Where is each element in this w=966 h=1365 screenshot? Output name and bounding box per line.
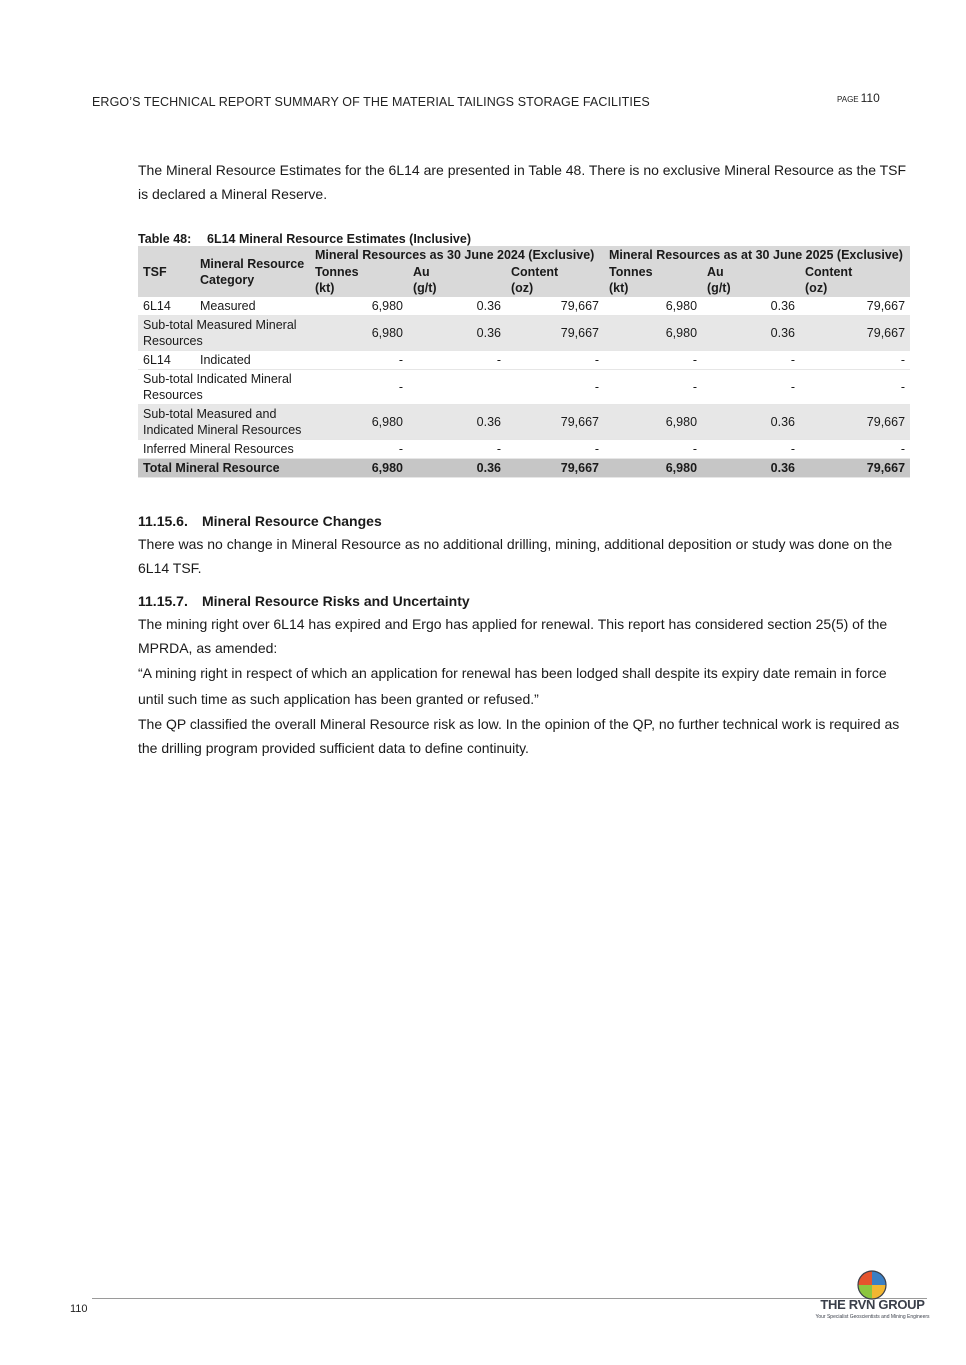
- cell-tonnes-2024: 6,980: [310, 316, 408, 351]
- cell-au-2025: -: [702, 370, 800, 405]
- cell-au-2025: -: [702, 440, 800, 459]
- cell-content-2025: 79,667: [800, 459, 910, 478]
- cell-tonnes-2024: 6,980: [310, 405, 408, 440]
- cell-au-2025: 0.36: [702, 316, 800, 351]
- logo-name: THE RVN GROUP: [820, 1297, 925, 1312]
- mprda-quote: “A mining right in respect of which an application for renewal has been lodged shall despite its expiry date remain in force until such time as such application has been granted or refused.”: [138, 665, 887, 707]
- cell-content-2025: 79,667: [800, 316, 910, 351]
- section-title: Mineral Resource Risks and Uncertainty: [202, 593, 470, 609]
- footer-divider: [92, 1298, 927, 1299]
- cell-tonnes-2025: 6,980: [604, 459, 702, 478]
- table-row: [138, 351, 910, 370]
- page-content: [138, 158, 910, 760]
- cell-tonnes-2025: -: [604, 370, 702, 405]
- cell-au-2024: 0.36: [408, 316, 506, 351]
- table-row: [138, 405, 910, 440]
- cell-content-2025: 79,667: [800, 405, 910, 440]
- cell-tonnes-2025: -: [604, 351, 702, 370]
- cell-content-2024: 79,667: [506, 405, 604, 440]
- cell-category: Indicated: [195, 351, 310, 370]
- col-header-au-2024: Au (g/t): [408, 263, 506, 297]
- cell-tonnes-2024: 6,980: [310, 459, 408, 478]
- cell-content-2025: 79,667: [800, 297, 910, 316]
- cell-label: Total Mineral Resource: [138, 459, 310, 478]
- cell-au-2024: 0.36: [408, 405, 506, 440]
- cell-au-2024: -: [408, 351, 506, 370]
- cell-tonnes-2025: 6,980: [604, 405, 702, 440]
- footer-page-number: 110: [70, 1303, 88, 1315]
- cell-au-2024: [408, 370, 506, 405]
- cell-au-2025: -: [702, 351, 800, 370]
- cell-au-2024: -: [408, 440, 506, 459]
- table-caption-title: 6L14 Mineral Resource Estimates (Inclusive): [207, 232, 471, 246]
- cell-au-2024: 0.36: [408, 459, 506, 478]
- cell-content-2024: 79,667: [506, 297, 604, 316]
- col-header-au-2025: Au (g/t): [702, 263, 800, 297]
- cell-content-2024: -: [506, 370, 604, 405]
- col-header-content-2025: Content (oz): [800, 263, 910, 297]
- section-heading-risks: [138, 590, 910, 612]
- changes-paragraph: There was no change in Mineral Resource as no additional drilling, mining, additional deposition or study was done on the 6L14 TSF.: [138, 536, 893, 576]
- cell-label: Inferred Mineral Resources: [138, 440, 310, 459]
- table-caption-number: Table 48:: [138, 232, 192, 246]
- col-header-tonnes-2024: Tonnes (kt): [310, 263, 408, 297]
- table-row: [138, 316, 910, 351]
- rvn-group-logo: [810, 1270, 935, 1322]
- risk-classification-paragraph: The QP classified the overall Mineral Resource risk as low. In the opinion of the QP, no further technical work is required as the drilling program provided sufficient data to define continuity.: [138, 716, 900, 756]
- cell-content-2025: -: [800, 370, 910, 405]
- risks-paragraph: The mining right over 6L14 has expired and Ergo has applied for renewal. This report has considered section 25(5) of the MPRDA, as amended:: [138, 616, 888, 656]
- section-number: 11.15.7.: [138, 593, 188, 609]
- cell-au-2025: 0.36: [702, 405, 800, 440]
- mineral-resource-table: [138, 246, 910, 478]
- section-number: 11.15.6.: [138, 513, 188, 529]
- header-page-number: [837, 91, 880, 105]
- cell-tonnes-2024: -: [310, 370, 408, 405]
- cell-content-2024: 79,667: [506, 459, 604, 478]
- cell-au-2024: 0.36: [408, 297, 506, 316]
- header-page-value: 110: [860, 91, 880, 105]
- cell-tonnes-2025: -: [604, 440, 702, 459]
- table-row-total: [138, 459, 910, 478]
- col-header-category: Mineral Resource Category: [195, 246, 310, 297]
- cell-label: Sub-total Measured and Indicated Mineral Resources: [138, 405, 310, 440]
- table-row: [138, 440, 910, 459]
- cell-content-2024: -: [506, 351, 604, 370]
- cell-content-2024: 79,667: [506, 316, 604, 351]
- cell-content-2025: -: [800, 351, 910, 370]
- cell-tsf: 6L14: [138, 351, 195, 370]
- section-title: Mineral Resource Changes: [202, 513, 382, 529]
- table-row: [138, 297, 910, 316]
- cell-tonnes-2025: 6,980: [604, 316, 702, 351]
- cell-au-2025: 0.36: [702, 297, 800, 316]
- cell-au-2025: 0.36: [702, 459, 800, 478]
- logo-tagline: Your Specialist Geoscientists and Mining Engineers: [815, 1314, 930, 1320]
- col-header-content-2024: Content (oz): [506, 263, 604, 297]
- cell-label: Sub-total Measured Mineral Resources: [138, 316, 310, 351]
- cell-content-2024: -: [506, 440, 604, 459]
- cell-tonnes-2024: 6,980: [310, 297, 408, 316]
- group-header-2024: Mineral Resources as 30 June 2024 (Exclusive): [310, 246, 604, 263]
- table-row: [138, 370, 910, 405]
- cell-tonnes-2024: -: [310, 440, 408, 459]
- cell-content-2025: -: [800, 440, 910, 459]
- col-header-tonnes-2025: Tonnes (kt): [604, 263, 702, 297]
- cell-label: Sub-total Indicated Mineral Resources: [138, 370, 310, 405]
- report-header-title: ERGO’S TECHNICAL REPORT SUMMARY OF THE MATERIAL TAILINGS STORAGE FACILITIES: [92, 95, 650, 109]
- cell-tonnes-2025: 6,980: [604, 297, 702, 316]
- section-heading-changes: [138, 510, 910, 532]
- table-caption: [138, 232, 910, 246]
- col-header-tsf: TSF: [138, 246, 195, 297]
- intro-paragraph: The Mineral Resource Estimates for the 6L14 are presented in Table 48. There is no exclusive Mineral Resource as the TSF is declared a Mineral Reserve.: [138, 162, 907, 202]
- group-header-2025: Mineral Resources as at 30 June 2025 (Exclusive): [604, 246, 910, 263]
- cell-tsf: 6L14: [138, 297, 195, 316]
- cell-category: Measured: [195, 297, 310, 316]
- header-page-prefix: PAGE: [837, 95, 859, 104]
- cell-tonnes-2024: -: [310, 351, 408, 370]
- logo-pie-icon: [857, 1270, 887, 1300]
